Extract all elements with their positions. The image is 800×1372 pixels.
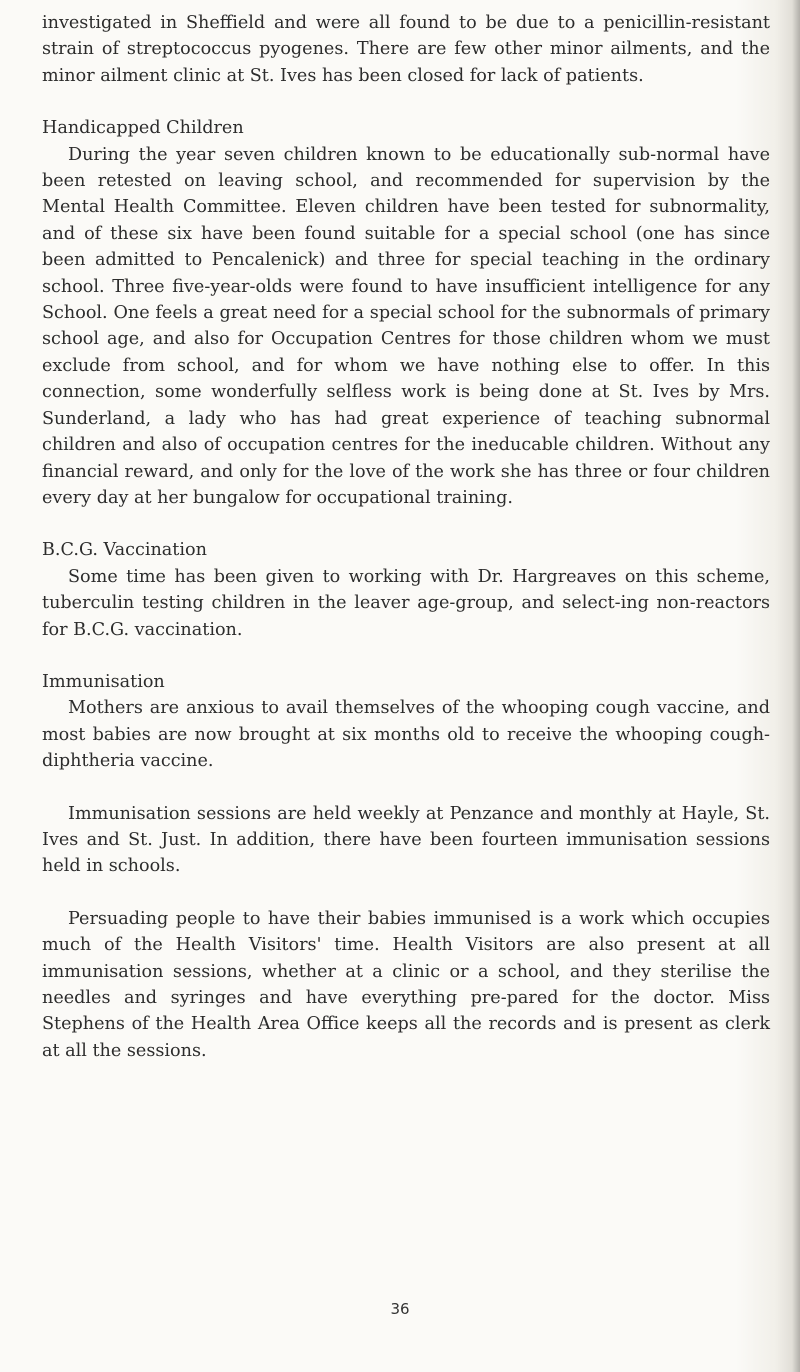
- paragraph-bcg-vaccination: Some time has been given to working with Dr. Hargreaves on this scheme, tuberculin testing children in the leaver age-group, and select-ing non-reactors for B.C.G. vaccination.: [42, 566, 770, 640]
- page-edge-shadow: [792, 0, 800, 1372]
- paragraph-immunisation-2: Immunisation sessions are held weekly at Penzance and monthly at Hayle, St. Ives and St. Just. In addition, there have been fourteen immunisation sessions held in schools.: [42, 803, 770, 877]
- paragraph-immunisation-1: Mothers are anxious to avail themselves of the whooping cough vaccine, and most babies are now brought at six months old to receive the whooping cough-diphtheria vaccine.: [42, 698, 770, 772]
- page-number: 36: [390, 1300, 410, 1318]
- page-body: [42, 10, 770, 1064]
- section-heading-immunisation: Immunisation: [42, 671, 165, 692]
- intro-paragraph: investigated in Sheffield and were all found to be due to a penicillin-resistant strain of streptococcus pyogenes. There are few other minor ailments, and the minor ailment clinic at St. Ives has been closed for lack of patients.: [42, 13, 770, 86]
- paragraph-handicapped-children: During the year seven children known to be educationally sub-normal have been retested on leaving school, and recommended for supervision by the Mental Health Committee. Eleven children have been tested for subnormality, and of these six have been found suitable for a special school (one has since been admitted to Pencalenick) and three for special teaching in the ordinary school. Three five-year-olds were found to have insufficient intelligence for any School. One feels a great need for a special school for the subnormals of primary school age, and also for Occupation Centres for those children whom we must exclude from school, and for whom we have nothing else to offer. In this connection, some wonderfully selfless work is being done at St. Ives by Mrs. Sunderland, a lady who has had great experience of teaching subnormal children and also of occupation centres for the ineducable children. Without any financial reward, and only for the love of the work she has three or four children every day at her bungalow for occupational training.: [42, 144, 770, 508]
- section-heading-bcg-vaccination: B.C.G. Vaccination: [42, 540, 207, 561]
- paragraph-immunisation-3: Persuading people to have their babies immunised is a work which occupies much of the Health Visitors' time. Health Visitors are also present at all immunisation sessions, whether at a clinic or a school, and they sterilise the needles and syringes and have everything pre-pared for the doctor. Miss Stephens of the Health Area Office keeps all the records and is present as clerk at all the sessions.: [42, 908, 770, 1061]
- section-heading-handicapped-children: Handicapped Children: [42, 118, 244, 139]
